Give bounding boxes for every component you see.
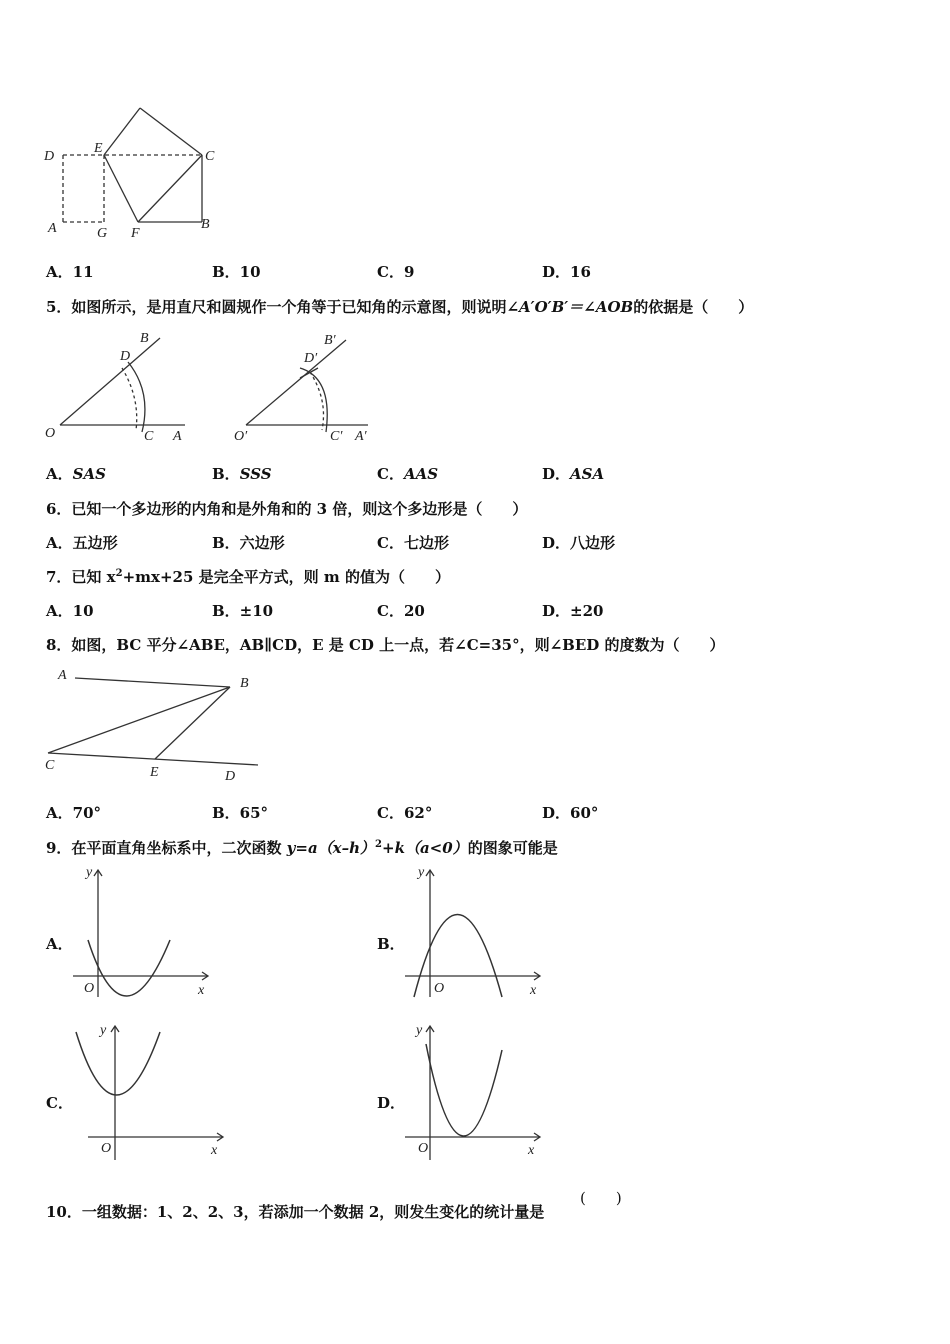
q8-label-b: B [240,676,249,691]
q8-label-d: D [225,769,236,784]
q4-option-c[interactable]: C．9 [377,263,415,281]
svg-text:y: y [86,865,93,880]
q8-label-a: A [58,668,67,683]
q8-option-c[interactable]: C．62° [377,804,433,822]
q4-label-b: B [201,217,210,232]
q4-label-e: E [94,141,103,156]
svg-text:x: x [211,1143,218,1158]
q4-option-b[interactable]: B．10 [212,263,261,281]
q5-option-a[interactable]: A．SAS [46,465,106,483]
q5-figure-1 [40,330,200,450]
q5-stem-post: 的依据是（ ） [633,298,754,316]
q6-stem: 6．已知一个多边形的内角和是外角和的 3 倍，则这个多边形是（ ） [46,500,528,518]
svg-text:O: O [84,981,95,996]
q5-figure-2 [228,330,388,450]
q5-fig2-label-b: B′ [324,333,336,348]
q5-fig2-label-c: C′ [330,429,343,444]
q5-stem-expr: A′O′B′＝∠AOB [519,298,634,316]
q5-fig2-label-d: D′ [304,351,318,366]
q9-option-a-letter[interactable]: A． [46,935,73,953]
svg-text:x: x [528,1143,535,1158]
q6-option-c[interactable]: C．七边形 [377,534,449,552]
q6-option-b[interactable]: B．六边形 [212,534,285,552]
svg-text:y: y [416,1023,423,1038]
q8-figure [40,665,262,787]
q8-label-e: E [150,765,159,780]
q7-option-b[interactable]: B．±10 [212,602,274,620]
q9-option-c-letter[interactable]: C． [46,1094,73,1112]
q9-stem: 9．在平面直角坐标系中，二次函数 $y=a(x-h)^2+k(a<0)$的图象可能是 [46,839,558,857]
q4-option-d[interactable]: D．16 [542,263,591,281]
q9-graph-b[interactable] [400,862,550,1002]
q4-label-d: D [44,149,55,164]
q8-option-a[interactable]: A．70° [46,804,102,822]
q5-fig2-label-o: O′ [234,429,248,444]
q5-option-d[interactable]: D．ASA [542,465,605,483]
q7-stem: 7．已知 $x^2+mx+25$ 是完全平方式，则 m 的值为（ ） [46,568,450,586]
q10-answer-paren[interactable]: ( ) [580,1189,622,1207]
q4-label-f: F [131,226,140,241]
q4-label-c: C [205,149,215,164]
q7-option-d[interactable]: D．±20 [542,602,604,620]
q9-graph-c[interactable] [68,1020,228,1165]
q5-fig1-label-d: D [120,349,131,364]
svg-text:O: O [434,981,445,996]
q10-stem: 10．一组数据：1、2、2、3，若添加一个数据 2，则发生变化的统计量是 [46,1203,545,1221]
q6-option-d[interactable]: D．八边形 [542,534,616,552]
q9-option-b-letter[interactable]: B． [377,935,405,953]
q6-option-a[interactable]: A．五边形 [46,534,118,552]
q7-option-a[interactable]: A．10 [46,602,94,620]
q4-label-g: G [97,226,108,241]
q9-graph-a[interactable] [68,862,218,1002]
svg-text:x: x [198,983,205,998]
q4-option-a[interactable]: A．11 [46,263,94,281]
q5-fig1-label-b: B [140,331,149,346]
svg-text:x: x [530,983,537,998]
q5-option-c[interactable]: C．AAS [377,465,439,483]
q8-label-c: C [45,758,55,773]
q8-option-b[interactable]: B．65° [212,804,269,822]
q5-fig1-label-o: O [45,426,56,441]
q5-fig1-label-a: A [173,429,182,444]
q7-option-c[interactable]: C．20 [377,602,425,620]
q5-stem-pre: 5．如图所示，是用直尺和圆规作一个角等于已知角的示意图，则说明∠ [46,298,520,316]
q8-option-d[interactable]: D．60° [542,804,599,822]
q9-graph-d[interactable] [400,1020,560,1165]
q8-stem: 8．如图，BC 平分∠ABE，AB∥CD，E 是 CD 上一点，若∠C=35°，则∠BED 的度数为（ ） [46,636,725,654]
svg-text:O: O [418,1141,429,1156]
q5-option-b[interactable]: B．SSS [212,465,272,483]
svg-text:y: y [418,865,425,880]
q5-fig2-label-a: A′ [355,429,367,444]
q5-stem [46,296,753,317]
q4-label-a: A [48,221,57,236]
q9-option-d-letter[interactable]: D． [377,1094,406,1112]
svg-text:O: O [101,1141,112,1156]
q4-figure [40,100,230,245]
svg-text:y: y [100,1023,107,1038]
q5-fig1-label-c: C [144,429,154,444]
